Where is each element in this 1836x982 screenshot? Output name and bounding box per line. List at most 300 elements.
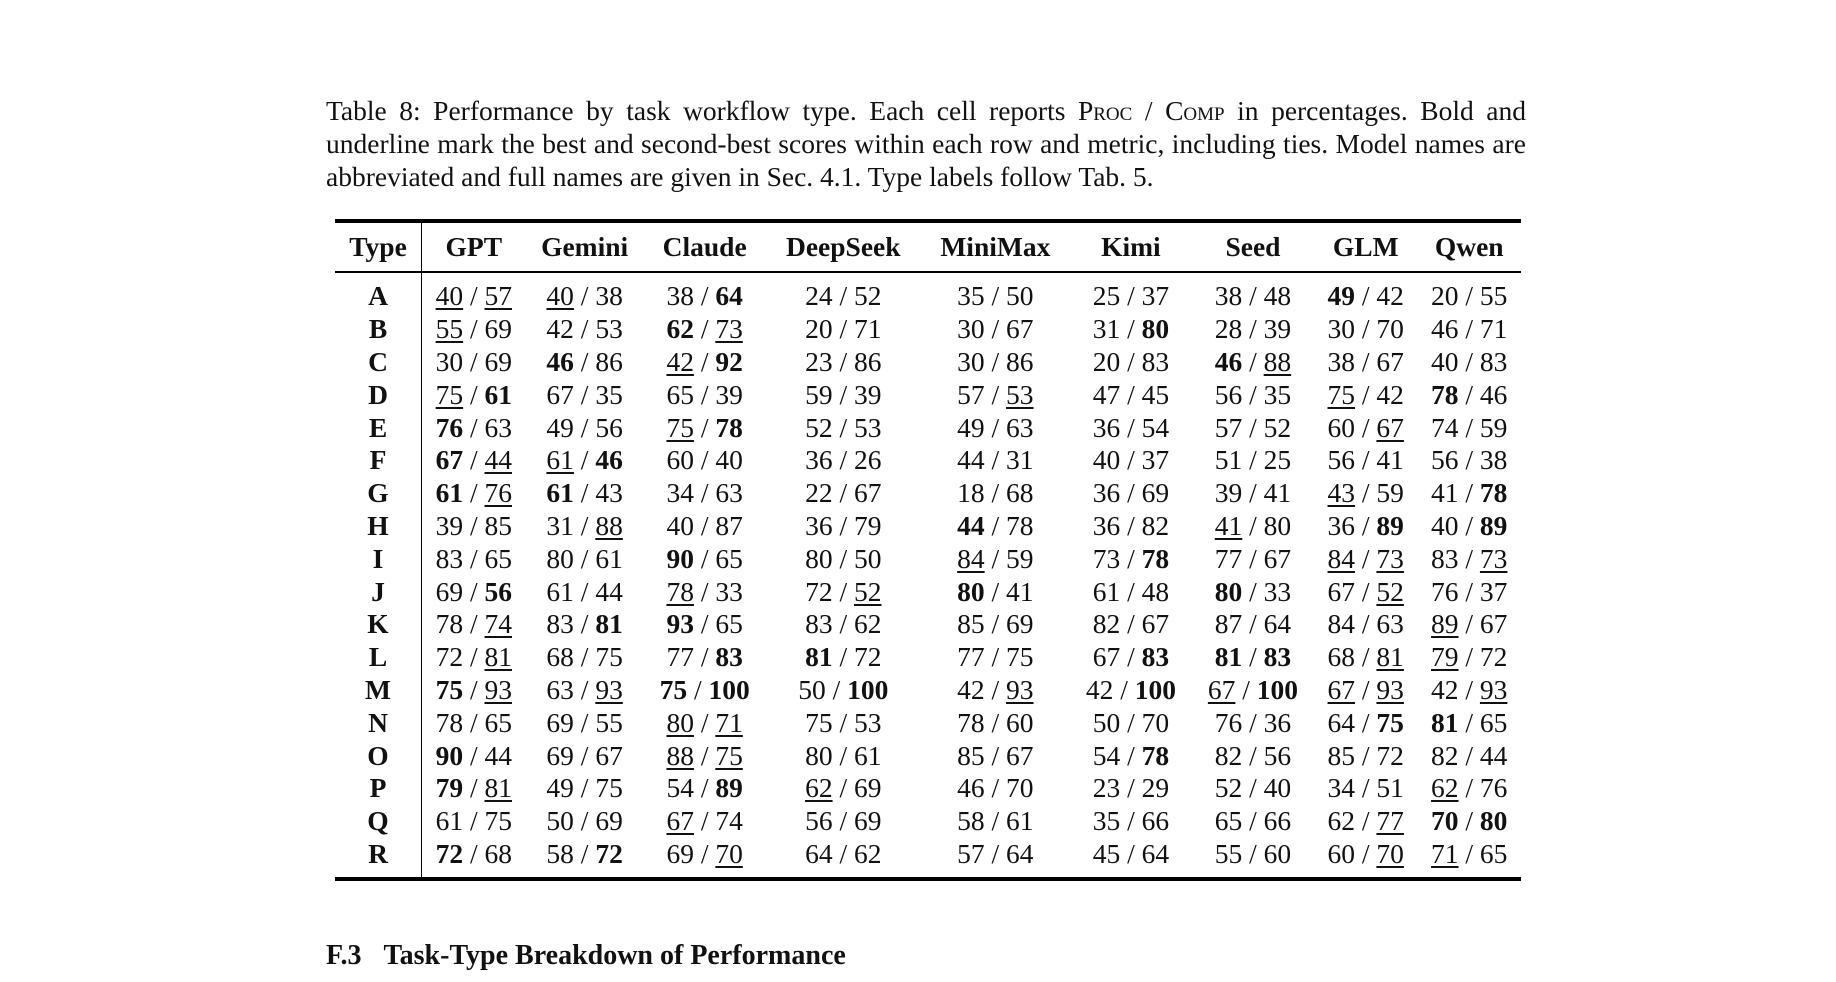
score-cell <box>526 510 644 543</box>
proc-score: 23 <box>805 345 833 377</box>
proc-score: 31 <box>546 509 574 541</box>
comp-score: 31 <box>1006 444 1034 476</box>
comp-score: 53 <box>1006 378 1034 410</box>
row-type-label: Q <box>335 805 422 838</box>
score-cell <box>1314 510 1417 543</box>
score-separator: / <box>1458 509 1480 541</box>
proc-score: 77 <box>666 641 694 673</box>
score-cell <box>1192 739 1314 772</box>
proc-score: 46 <box>1214 345 1243 377</box>
score-separator: / <box>1355 608 1377 640</box>
score-cell <box>766 542 921 575</box>
comp-score: 52 <box>1263 411 1292 443</box>
comp-score: 89 <box>1479 509 1508 541</box>
comp-score: 93 <box>1479 673 1508 705</box>
comp-score: 93 <box>484 673 513 705</box>
proc-score: 23 <box>1092 772 1121 804</box>
header-gpt: GPT <box>445 231 503 262</box>
comp-score: 78 <box>715 411 743 443</box>
proc-score: 59 <box>805 378 833 410</box>
header-kimi: Kimi <box>1101 231 1161 262</box>
score-separator: / <box>984 542 1007 574</box>
proc-score: 64 <box>805 837 833 869</box>
score-separator: / <box>1355 706 1377 738</box>
score-separator: / <box>1120 509 1142 541</box>
score-separator: / <box>1355 313 1377 345</box>
comp-score: 42 <box>1376 280 1404 312</box>
score-cell <box>766 477 921 510</box>
comp-score: 67 <box>595 739 623 771</box>
comp-score: 52 <box>853 575 882 607</box>
comp-score: 39 <box>853 378 882 410</box>
table-row <box>335 510 1521 543</box>
table-row <box>335 313 1521 346</box>
score-cell <box>766 706 921 739</box>
proc-score: 36 <box>805 444 833 476</box>
score-separator: / <box>463 411 485 443</box>
comp-score: 86 <box>853 345 882 377</box>
score-separator: / <box>1458 673 1480 705</box>
comp-score: 61 <box>484 378 513 410</box>
comp-score: 59 <box>1006 542 1034 574</box>
comp-score: 60 <box>1006 706 1034 738</box>
table-row <box>335 838 1521 880</box>
comp-score: 64 <box>1141 837 1170 869</box>
comp-score: 44 <box>595 575 623 607</box>
proc-score: 84 <box>1327 608 1356 640</box>
score-cell <box>921 378 1070 411</box>
proc-score: 78 <box>957 706 985 738</box>
score-separator: / <box>693 378 716 410</box>
comp-score: 76 <box>484 477 513 509</box>
proc-score: 57 <box>957 837 985 869</box>
comp-score: 65 <box>715 608 743 640</box>
score-cell <box>1417 346 1521 379</box>
proc-score: 40 <box>1431 345 1459 377</box>
comp-score: 75 <box>484 805 513 837</box>
score-separator: / <box>1120 608 1142 640</box>
proc-score: 85 <box>957 739 985 771</box>
score-cell <box>766 272 921 313</box>
score-cell <box>422 641 526 674</box>
score-separator: / <box>1458 280 1480 312</box>
score-cell <box>1192 838 1314 880</box>
score-cell <box>1070 772 1192 805</box>
header-deepseek: DeepSeek <box>785 231 901 262</box>
proc-score: 25 <box>1092 280 1121 312</box>
score-separator: / <box>832 444 854 476</box>
proc-score: 60 <box>1327 837 1356 869</box>
score-separator: / <box>573 444 596 476</box>
score-cell <box>921 838 1070 880</box>
score-separator: / <box>832 542 854 574</box>
score-cell <box>644 706 766 739</box>
score-separator: / <box>1355 673 1377 705</box>
score-separator: / <box>832 641 854 673</box>
score-cell <box>766 444 921 477</box>
score-separator: / <box>832 280 854 312</box>
score-cell <box>1070 608 1192 641</box>
comp-score: 85 <box>484 509 513 541</box>
score-separator: / <box>832 509 854 541</box>
score-separator: / <box>1242 411 1264 443</box>
comp-score: 81 <box>595 608 623 640</box>
row-type-label: C <box>335 346 422 379</box>
score-separator: / <box>1120 772 1142 804</box>
comp-score: 61 <box>595 542 623 574</box>
score-cell <box>1314 739 1417 772</box>
score-separator: / <box>1355 542 1377 574</box>
score-cell <box>1314 346 1417 379</box>
score-separator: / <box>573 575 596 607</box>
score-cell <box>1314 772 1417 805</box>
proc-score: 87 <box>1214 608 1243 640</box>
comp-score: 57 <box>484 280 513 312</box>
comp-score: 65 <box>1479 706 1508 738</box>
score-separator: / <box>1458 444 1480 476</box>
comp-score: 75 <box>715 739 743 771</box>
header-claude: Claude <box>662 231 747 262</box>
proc-score: 67 <box>546 378 574 410</box>
score-cell <box>1417 706 1521 739</box>
proc-score: 90 <box>435 739 464 771</box>
score-cell <box>422 542 526 575</box>
comp-score: 46 <box>595 444 623 476</box>
score-separator: / <box>693 477 716 509</box>
proc-score: 67 <box>1207 673 1236 705</box>
comp-score: 53 <box>853 706 882 738</box>
score-cell <box>1192 674 1314 707</box>
proc-score: 30 <box>957 313 985 345</box>
score-separator: / <box>832 575 854 607</box>
proc-score: 30 <box>1327 313 1356 345</box>
comp-score: 55 <box>1479 280 1508 312</box>
score-cell <box>1070 542 1192 575</box>
comp-score: 63 <box>1376 608 1404 640</box>
score-separator: / <box>693 542 716 574</box>
score-cell <box>422 608 526 641</box>
proc-score: 50 <box>1092 706 1121 738</box>
comp-score: 74 <box>484 608 513 640</box>
score-separator: / <box>573 378 596 410</box>
score-cell <box>644 346 766 379</box>
score-separator: / <box>1355 739 1377 771</box>
proc-score: 65 <box>1214 805 1243 837</box>
comp-score: 52 <box>1376 575 1404 607</box>
score-cell <box>1417 838 1521 880</box>
score-cell <box>1070 444 1192 477</box>
comp-score: 62 <box>853 608 882 640</box>
proc-score: 61 <box>435 477 464 509</box>
score-separator: / <box>693 706 716 738</box>
proc-score: 82 <box>1092 608 1121 640</box>
score-separator: / <box>463 608 485 640</box>
score-separator: / <box>984 641 1007 673</box>
proc-score: 61 <box>546 444 574 476</box>
score-separator: / <box>1355 772 1377 804</box>
score-cell <box>1070 313 1192 346</box>
proc-score: 84 <box>957 542 985 574</box>
score-cell <box>422 772 526 805</box>
score-cell <box>644 510 766 543</box>
row-type-label: G <box>335 477 422 510</box>
score-cell <box>526 313 644 346</box>
row-type-label: B <box>335 313 422 346</box>
score-cell <box>1070 510 1192 543</box>
score-separator: / <box>463 280 485 312</box>
score-separator: / <box>693 805 716 837</box>
score-cell <box>1417 674 1521 707</box>
score-separator: / <box>693 411 716 443</box>
proc-score: 68 <box>1327 641 1356 673</box>
row-type-label: K <box>335 608 422 641</box>
comp-score: 77 <box>1376 805 1404 837</box>
score-cell <box>766 346 921 379</box>
score-separator: / <box>1458 772 1480 804</box>
proc-score: 42 <box>1085 673 1114 705</box>
score-cell <box>422 346 526 379</box>
score-cell <box>921 772 1070 805</box>
comp-score: 39 <box>715 378 743 410</box>
proc-score: 62 <box>805 772 833 804</box>
comp-score: 70 <box>1141 706 1170 738</box>
score-cell <box>1192 542 1314 575</box>
score-separator: / <box>825 673 848 705</box>
proc-score: 18 <box>957 477 985 509</box>
score-separator: / <box>1458 411 1480 443</box>
comp-score: 51 <box>1376 772 1404 804</box>
score-cell <box>1314 706 1417 739</box>
proc-score: 67 <box>1327 575 1356 607</box>
comp-score: 37 <box>1479 575 1508 607</box>
comp-score: 69 <box>595 805 623 837</box>
score-separator: / <box>984 444 1007 476</box>
proc-score: 22 <box>805 477 833 509</box>
row-type-label: J <box>335 575 422 608</box>
table-row <box>335 608 1521 641</box>
score-separator: / <box>1355 837 1377 869</box>
score-separator: / <box>832 837 854 869</box>
score-separator: / <box>984 509 1007 541</box>
score-cell <box>1192 378 1314 411</box>
score-cell <box>1314 542 1417 575</box>
row-type-label: R <box>335 838 422 880</box>
score-separator: / <box>1355 641 1377 673</box>
comp-score: 39 <box>1263 313 1292 345</box>
proc-score: 55 <box>1214 837 1243 869</box>
comp-score: 70 <box>1006 772 1034 804</box>
comp-score: 62 <box>853 837 882 869</box>
proc-score: 40 <box>666 509 694 541</box>
proc-score: 69 <box>435 575 464 607</box>
proc-score: 83 <box>546 608 574 640</box>
score-cell <box>422 272 526 313</box>
score-cell <box>766 739 921 772</box>
comp-score: 75 <box>1376 706 1404 738</box>
proc-score: 41 <box>1431 477 1459 509</box>
row-type-label: A <box>335 272 422 313</box>
score-separator: / <box>463 805 485 837</box>
score-separator: / <box>1242 509 1264 541</box>
proc-score: 40 <box>546 280 574 312</box>
score-cell <box>921 674 1070 707</box>
score-separator: / <box>1458 345 1480 377</box>
comp-score: 50 <box>1006 280 1034 312</box>
comp-score: 64 <box>1006 837 1034 869</box>
score-separator: / <box>463 444 485 476</box>
proc-score: 61 <box>546 575 574 607</box>
score-separator: / <box>1120 411 1142 443</box>
row-type-label: I <box>335 542 422 575</box>
table-row <box>335 739 1521 772</box>
proc-score: 75 <box>435 378 464 410</box>
proc-score: 42 <box>1431 673 1459 705</box>
score-separator: / <box>1458 837 1480 869</box>
comp-score: 59 <box>1376 477 1404 509</box>
proc-score: 80 <box>805 542 833 574</box>
table-row <box>335 542 1521 575</box>
table-row <box>335 272 1521 313</box>
proc-score: 46 <box>957 772 985 804</box>
score-cell <box>1070 641 1192 674</box>
score-cell <box>1192 510 1314 543</box>
proc-score: 62 <box>1431 772 1459 804</box>
row-type-label: F <box>335 444 422 477</box>
table-row <box>335 772 1521 805</box>
header-glm: GLM <box>1332 231 1399 262</box>
proc-score: 74 <box>1431 411 1459 443</box>
row-type-label: L <box>335 641 422 674</box>
section-title: Task-Type Breakdown of Performance <box>383 940 846 971</box>
comp-score: 100 <box>1256 673 1299 705</box>
score-separator: / <box>984 805 1007 837</box>
score-separator: / <box>984 739 1007 771</box>
score-cell <box>1417 444 1521 477</box>
score-separator: / <box>1355 411 1377 443</box>
results-table-container <box>335 219 1521 881</box>
proc-score: 50 <box>546 805 574 837</box>
table-row <box>335 575 1521 608</box>
proc-score: 72 <box>435 641 464 673</box>
comp-score: 60 <box>1263 837 1292 869</box>
comp-score: 87 <box>715 509 743 541</box>
score-separator: / <box>1120 313 1142 345</box>
proc-score: 39 <box>435 509 464 541</box>
comp-score: 67 <box>1141 608 1170 640</box>
comp-score: 45 <box>1141 378 1170 410</box>
score-cell <box>644 313 766 346</box>
score-separator: / <box>693 575 716 607</box>
score-cell <box>526 411 644 444</box>
score-separator: / <box>1242 739 1264 771</box>
caption-separator: / <box>1132 95 1166 126</box>
comp-score: 67 <box>1376 345 1404 377</box>
proc-score: 75 <box>659 673 688 705</box>
score-separator: / <box>573 509 596 541</box>
score-separator: / <box>984 313 1007 345</box>
score-separator: / <box>693 641 716 673</box>
score-separator: / <box>573 313 596 345</box>
proc-score: 24 <box>805 280 833 312</box>
score-separator: / <box>693 444 716 476</box>
proc-score: 30 <box>435 345 464 377</box>
proc-score: 71 <box>1431 837 1459 869</box>
score-separator: / <box>1458 608 1480 640</box>
header-qwen: Qwen <box>1434 231 1504 262</box>
proc-score: 65 <box>666 378 694 410</box>
score-separator: / <box>573 739 596 771</box>
header-type: Type <box>335 221 422 272</box>
score-separator: / <box>1458 542 1480 574</box>
proc-score: 47 <box>1092 378 1121 410</box>
proc-score: 80 <box>666 706 694 738</box>
proc-score: 77 <box>957 641 985 673</box>
score-cell <box>766 838 921 880</box>
comp-score: 53 <box>853 411 882 443</box>
proc-score: 69 <box>546 706 574 738</box>
proc-score: 54 <box>1092 739 1121 771</box>
proc-score: 34 <box>1327 772 1356 804</box>
comp-score: 92 <box>715 345 743 377</box>
score-cell <box>422 510 526 543</box>
proc-score: 82 <box>1214 739 1243 771</box>
score-cell <box>1192 608 1314 641</box>
score-separator: / <box>1458 477 1480 509</box>
score-separator: / <box>463 739 485 771</box>
proc-score: 72 <box>805 575 833 607</box>
score-separator: / <box>832 411 854 443</box>
score-cell <box>422 313 526 346</box>
score-cell <box>1192 313 1314 346</box>
score-cell <box>921 411 1070 444</box>
score-cell <box>422 706 526 739</box>
proc-score: 50 <box>798 673 826 705</box>
table-row <box>335 641 1521 674</box>
score-separator: / <box>1242 378 1264 410</box>
proc-score: 83 <box>435 542 464 574</box>
score-separator: / <box>1458 739 1480 771</box>
score-cell <box>1314 838 1417 880</box>
comp-score: 67 <box>1479 608 1508 640</box>
score-separator: / <box>832 608 854 640</box>
score-separator: / <box>984 608 1007 640</box>
score-cell <box>422 805 526 838</box>
proc-score: 46 <box>1431 313 1459 345</box>
proc-score: 75 <box>1327 378 1356 410</box>
score-separator: / <box>693 313 716 345</box>
proc-score: 39 <box>1214 477 1243 509</box>
score-cell <box>921 575 1070 608</box>
proc-score: 43 <box>1327 477 1356 509</box>
score-separator: / <box>832 772 854 804</box>
score-cell <box>921 805 1070 838</box>
proc-score: 56 <box>1214 378 1243 410</box>
proc-score: 56 <box>805 805 833 837</box>
comp-score: 41 <box>1006 575 1034 607</box>
score-separator: / <box>984 673 1007 705</box>
score-cell <box>766 510 921 543</box>
score-separator: / <box>463 477 485 509</box>
comp-score: 52 <box>853 280 882 312</box>
proc-score: 49 <box>957 411 985 443</box>
proc-score: 81 <box>1214 641 1243 673</box>
score-separator: / <box>1458 641 1480 673</box>
score-cell <box>921 739 1070 772</box>
comp-score: 44 <box>484 444 513 476</box>
comp-score: 33 <box>715 575 743 607</box>
score-cell <box>1192 411 1314 444</box>
comp-score: 61 <box>1006 805 1034 837</box>
